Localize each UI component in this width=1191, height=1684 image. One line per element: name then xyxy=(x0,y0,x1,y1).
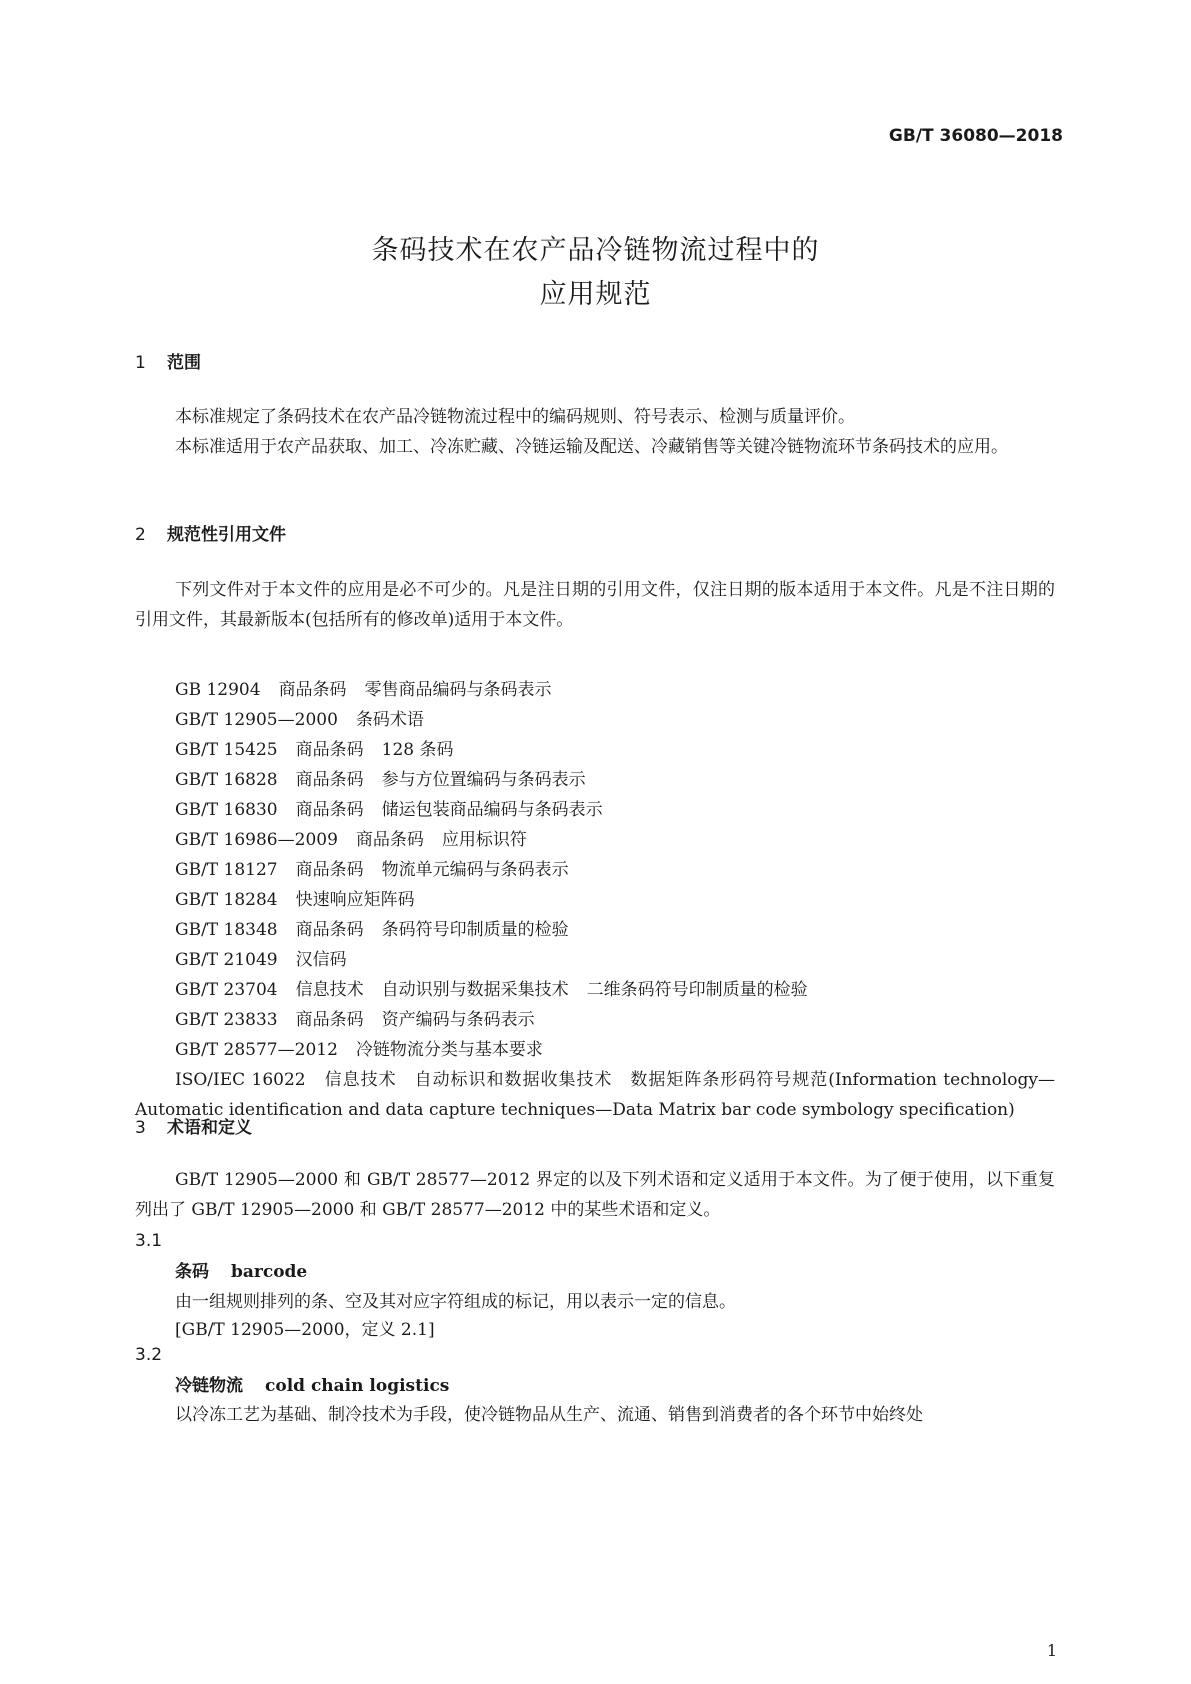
section-title: 规范性引用文件 xyxy=(167,525,286,545)
reference-title: 参与方位置编码与条码表示 xyxy=(381,770,586,790)
section-number: 2 xyxy=(135,525,146,545)
reference-item xyxy=(135,795,1055,825)
section-3-heading xyxy=(135,1113,252,1138)
reference-item xyxy=(135,945,1055,975)
reference-code: GB 12904 xyxy=(175,680,261,700)
term-definition: 由一组规则排列的条、空及其对应字符组成的标记，用以表示一定的信息。 xyxy=(175,1292,736,1312)
reference-item xyxy=(135,1065,1055,1125)
reference-item xyxy=(135,1035,1055,1065)
reference-title: 应用标识符 xyxy=(441,830,527,850)
reference-code: GB/T 18127 xyxy=(175,860,278,880)
reference-title: 商品条码 xyxy=(295,920,364,940)
term-definition: 以冷冻工艺为基础、制冷技术为手段，使冷链物品从生产、流通、销售到消费者的各个环节中始终处 xyxy=(175,1405,923,1425)
reference-title: 冷链物流分类与基本要求 xyxy=(355,1040,543,1060)
reference-item xyxy=(135,735,1055,765)
reference-title: 资产编码与条码表示 xyxy=(381,1010,535,1030)
reference-title: 商品条码 xyxy=(295,860,364,880)
term-source: [GB/T 12905—2000，定义 2.1] xyxy=(175,1320,435,1340)
normative-references-list xyxy=(135,675,1055,1125)
reference-title: 自动识别与数据采集技术 xyxy=(381,980,569,1000)
reference-title: 储运包装商品编码与条码表示 xyxy=(381,800,603,820)
reference-title: 信息技术 xyxy=(323,1070,397,1090)
standard-number: GB/T 36080—2018 xyxy=(888,126,1063,146)
reference-title: 汉信码 xyxy=(295,950,347,970)
reference-code: GB/T 23704 xyxy=(175,980,278,1000)
reference-item xyxy=(135,885,1055,915)
reference-code: GB/T 21049 xyxy=(175,950,278,970)
reference-item xyxy=(135,855,1055,885)
term-english: cold chain logistics xyxy=(265,1376,450,1396)
term-chinese: 冷链物流 xyxy=(175,1376,243,1396)
reference-item xyxy=(135,1005,1055,1035)
reference-title: 条码术语 xyxy=(355,710,424,730)
section-title: 术语和定义 xyxy=(167,1118,252,1138)
reference-item xyxy=(135,915,1055,945)
reference-title: 物流单元编码与条码表示 xyxy=(381,860,569,880)
reference-title: 商品条码 xyxy=(295,800,364,820)
reference-title: 商品条码 xyxy=(295,1010,364,1030)
term-chinese: 条码 xyxy=(175,1262,209,1282)
reference-code: GB/T 18348 xyxy=(175,920,278,940)
term-heading xyxy=(175,1371,449,1396)
reference-code: GB/T 16830 xyxy=(175,800,278,820)
section-number: 1 xyxy=(135,353,146,373)
section-2-heading xyxy=(135,520,286,545)
section-title: 范围 xyxy=(167,353,201,373)
reference-code: GB/T 16986—2009 xyxy=(175,830,338,850)
reference-title: 数据矩阵条形码符号规范(Information technology—Automatic identification and data capture techniques—Data Matrix bar code symbology specification) xyxy=(135,1070,1056,1120)
reference-code: ISO/IEC 16022 xyxy=(175,1070,306,1090)
term-heading xyxy=(175,1257,307,1282)
reference-item xyxy=(135,825,1055,855)
reference-title: 零售商品编码与条码表示 xyxy=(364,680,552,700)
reference-code: GB/T 23833 xyxy=(175,1010,278,1030)
reference-code: GB/T 15425 xyxy=(175,740,278,760)
reference-title: 条码符号印制质量的检验 xyxy=(381,920,569,940)
section-1-paragraph-2: 本标准适用于农产品获取、加工、冷冻贮藏、冷链运输及配送、冷藏销售等关键冷链物流环节条码技术的应用。 xyxy=(175,437,1008,457)
reference-code: GB/T 16828 xyxy=(175,770,278,790)
section-number: 3 xyxy=(135,1118,146,1138)
reference-title: 商品条码 xyxy=(278,680,347,700)
term-english: barcode xyxy=(231,1262,308,1282)
reference-title: 商品条码 xyxy=(295,770,364,790)
page-number: 1 xyxy=(1046,1641,1057,1660)
reference-title: 商品条码 xyxy=(295,740,364,760)
reference-code: GB/T 12905—2000 xyxy=(175,710,338,730)
term-number: 3.1 xyxy=(135,1231,163,1251)
reference-code: GB/T 18284 xyxy=(175,890,278,910)
reference-title: 信息技术 xyxy=(295,980,364,1000)
reference-item xyxy=(135,765,1055,795)
document-title-line-2: 应用规范 xyxy=(539,279,652,310)
reference-title: 快速响应矩阵码 xyxy=(295,890,415,910)
document-title-line-1: 条码技术在农产品冷链物流过程中的 xyxy=(371,235,820,266)
reference-item xyxy=(135,975,1055,1005)
reference-title: 二维条码符号印制质量的检验 xyxy=(586,980,808,1000)
reference-item xyxy=(135,705,1055,735)
reference-title: 自动标识和数据收集技术 xyxy=(414,1070,613,1090)
section-2-paragraph-1: 下列文件对于本文件的应用是必不可少的。凡是注日期的引用文件，仅注日期的版本适用于本文件。凡是不注日期的引用文件，其最新版本(包括所有的修改单)适用于本文件。 xyxy=(135,580,1055,630)
reference-item xyxy=(135,675,1055,705)
section-1-heading xyxy=(135,348,201,373)
term-number: 3.2 xyxy=(135,1345,163,1365)
reference-code: GB/T 28577—2012 xyxy=(175,1040,338,1060)
section-3-paragraph-1: GB/T 12905—2000 和 GB/T 28577—2012 界定的以及下列术语和定义适用于本文件。为了便于使用，以下重复列出了 GB/T 12905—2000 和 GB/T 28577—2012 中的某些术语和定义。 xyxy=(135,1170,1055,1220)
reference-title: 商品条码 xyxy=(355,830,424,850)
reference-title: 128 条码 xyxy=(381,740,454,760)
section-1-paragraph-1: 本标准规定了条码技术在农产品冷链物流过程中的编码规则、符号表示、检测与质量评价。 xyxy=(175,407,855,427)
